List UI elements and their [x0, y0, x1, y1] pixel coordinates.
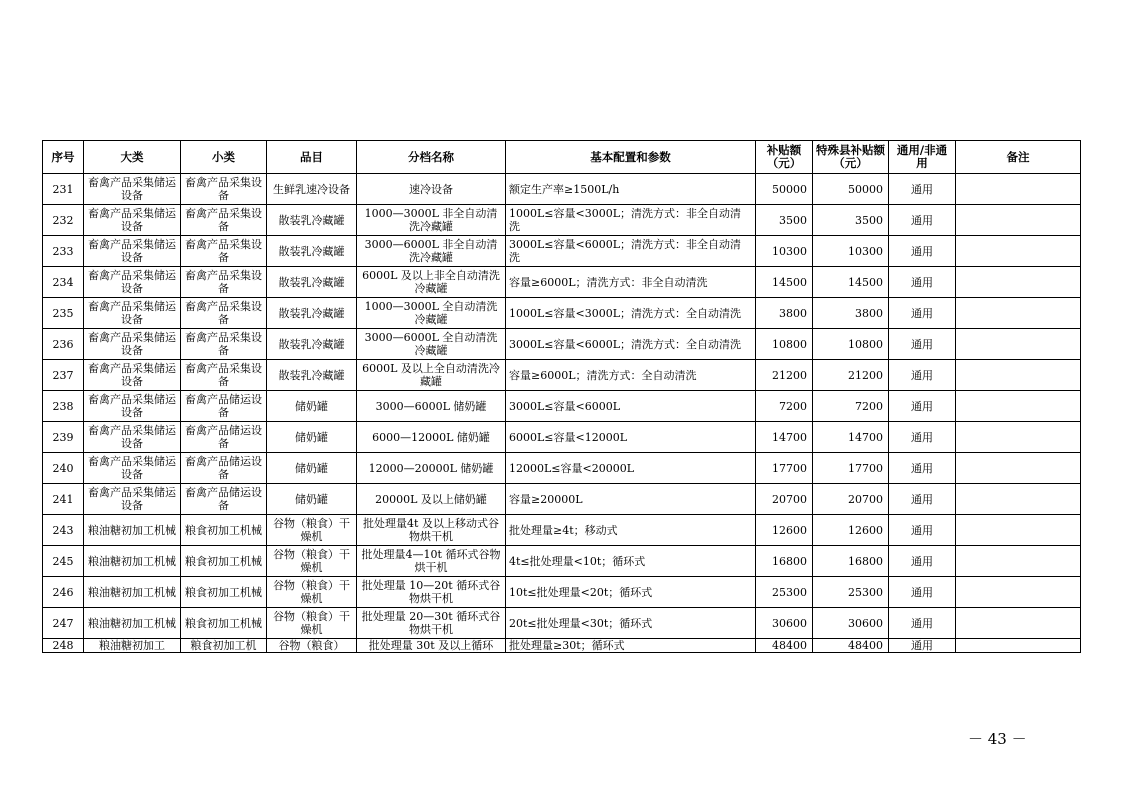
row-index: 240 [43, 453, 84, 484]
row-tier-name: 3000—6000L 全自动清洗冷藏罐 [357, 329, 506, 360]
row-remarks [956, 236, 1081, 267]
row-item: 散装乳冷藏罐 [267, 267, 357, 298]
table-row [43, 577, 1081, 608]
row-index: 241 [43, 484, 84, 515]
row-category: 畜禽产品采集储运设备 [84, 422, 181, 453]
row-subcategory: 粮食初加工机械 [181, 577, 267, 608]
header-subsidy: 补贴额（元） [756, 141, 813, 174]
row-special-subsidy: 30600 [813, 608, 889, 639]
row-category: 畜禽产品采集储运设备 [84, 484, 181, 515]
row-remarks [956, 205, 1081, 236]
row-tier-name: 6000L 及以上全自动清洗冷藏罐 [357, 360, 506, 391]
row-category: 粮油糖初加工机械 [84, 577, 181, 608]
table-row [43, 205, 1081, 236]
table-row [43, 236, 1081, 267]
row-subcategory: 粮食初加工机械 [181, 515, 267, 546]
row-config-params: 10t≤批处理量<20t；循环式 [506, 577, 756, 608]
header-item: 品目 [267, 141, 357, 174]
row-remarks [956, 608, 1081, 639]
row-subcategory: 畜禽产品储运设备 [181, 484, 267, 515]
row-special-subsidy: 48400 [813, 639, 889, 653]
header-general: 通用/非通用 [889, 141, 956, 174]
row-subcategory: 畜禽产品采集设备 [181, 236, 267, 267]
table-row [43, 391, 1081, 422]
row-subsidy: 16800 [756, 546, 813, 577]
row-subsidy: 48400 [756, 639, 813, 653]
row-special-subsidy: 14700 [813, 422, 889, 453]
row-index: 245 [43, 546, 84, 577]
row-subsidy: 17700 [756, 453, 813, 484]
row-special-subsidy: 12600 [813, 515, 889, 546]
row-item: 储奶罐 [267, 391, 357, 422]
row-general: 通用 [889, 360, 956, 391]
row-index: 246 [43, 577, 84, 608]
row-general: 通用 [889, 391, 956, 422]
row-remarks [956, 577, 1081, 608]
row-subsidy: 3500 [756, 205, 813, 236]
row-category: 畜禽产品采集储运设备 [84, 205, 181, 236]
row-subcategory: 畜禽产品采集设备 [181, 360, 267, 391]
row-special-subsidy: 7200 [813, 391, 889, 422]
row-config-params: 1000L≤容量<3000L；清洗方式：非全自动清洗 [506, 205, 756, 236]
row-remarks [956, 546, 1081, 577]
row-index: 232 [43, 205, 84, 236]
row-subsidy: 10800 [756, 329, 813, 360]
row-general: 通用 [889, 236, 956, 267]
row-special-subsidy: 20700 [813, 484, 889, 515]
row-item: 谷物（粮食）干燥机 [267, 546, 357, 577]
row-index: 247 [43, 608, 84, 639]
row-index: 233 [43, 236, 84, 267]
row-item: 散装乳冷藏罐 [267, 205, 357, 236]
row-remarks [956, 298, 1081, 329]
row-subcategory: 畜禽产品采集设备 [181, 329, 267, 360]
row-config-params: 3000L≤容量<6000L [506, 391, 756, 422]
row-remarks [956, 422, 1081, 453]
row-index: 238 [43, 391, 84, 422]
row-item: 散装乳冷藏罐 [267, 329, 357, 360]
row-subcategory: 粮食初加工机 [181, 639, 267, 653]
row-config-params: 20t≤批处理量<30t；循环式 [506, 608, 756, 639]
row-remarks [956, 639, 1081, 653]
row-tier-name: 1000—3000L 全自动清洗冷藏罐 [357, 298, 506, 329]
row-index: 243 [43, 515, 84, 546]
row-tier-name: 批处理量 20—30t 循环式谷物烘干机 [357, 608, 506, 639]
table-row [43, 174, 1081, 205]
row-item: 散装乳冷藏罐 [267, 236, 357, 267]
table-row [43, 639, 1081, 653]
row-config-params: 12000L≤容量<20000L [506, 453, 756, 484]
row-category: 畜禽产品采集储运设备 [84, 360, 181, 391]
row-item: 谷物（粮食） [267, 639, 357, 653]
row-tier-name: 速冷设备 [357, 174, 506, 205]
row-config-params: 容量≥6000L；清洗方式：非全自动清洗 [506, 267, 756, 298]
row-item: 谷物（粮食）干燥机 [267, 515, 357, 546]
row-subcategory: 畜禽产品储运设备 [181, 422, 267, 453]
row-tier-name: 批处理量 30t 及以上循环 [357, 639, 506, 653]
row-item: 储奶罐 [267, 422, 357, 453]
table-row [43, 360, 1081, 391]
table-row [43, 546, 1081, 577]
row-config-params: 额定生产率≥1500L/h [506, 174, 756, 205]
row-subcategory: 畜禽产品储运设备 [181, 391, 267, 422]
row-tier-name: 3000—6000L 非全自动清洗冷藏罐 [357, 236, 506, 267]
row-tier-name: 批处理量4t 及以上移动式谷物烘干机 [357, 515, 506, 546]
row-subsidy: 7200 [756, 391, 813, 422]
table-row [43, 329, 1081, 360]
row-subcategory: 畜禽产品采集设备 [181, 298, 267, 329]
row-config-params: 3000L≤容量<6000L；清洗方式：全自动清洗 [506, 329, 756, 360]
row-index: 239 [43, 422, 84, 453]
row-general: 通用 [889, 422, 956, 453]
row-special-subsidy: 25300 [813, 577, 889, 608]
row-special-subsidy: 21200 [813, 360, 889, 391]
row-tier-name: 批处理量 10—20t 循环式谷物烘干机 [357, 577, 506, 608]
row-category: 畜禽产品采集储运设备 [84, 267, 181, 298]
row-tier-name: 6000L 及以上非全自动清洗冷藏罐 [357, 267, 506, 298]
row-config-params: 批处理量≥30t；循环式 [506, 639, 756, 653]
row-tier-name: 3000—6000L 储奶罐 [357, 391, 506, 422]
table-row [43, 484, 1081, 515]
row-remarks [956, 174, 1081, 205]
row-index: 236 [43, 329, 84, 360]
row-config-params: 容量≥20000L [506, 484, 756, 515]
row-general: 通用 [889, 546, 956, 577]
row-category: 粮油糖初加工 [84, 639, 181, 653]
row-special-subsidy: 3500 [813, 205, 889, 236]
row-general: 通用 [889, 267, 956, 298]
row-general: 通用 [889, 484, 956, 515]
row-category: 畜禽产品采集储运设备 [84, 174, 181, 205]
row-config-params: 4t≤批处理量<10t；循环式 [506, 546, 756, 577]
row-remarks [956, 515, 1081, 546]
table-row [43, 298, 1081, 329]
table-row [43, 608, 1081, 639]
row-general: 通用 [889, 639, 956, 653]
row-remarks [956, 391, 1081, 422]
row-general: 通用 [889, 608, 956, 639]
row-subsidy: 50000 [756, 174, 813, 205]
row-tier-name: 1000—3000L 非全自动清洗冷藏罐 [357, 205, 506, 236]
row-index: 234 [43, 267, 84, 298]
row-index: 235 [43, 298, 84, 329]
row-special-subsidy: 16800 [813, 546, 889, 577]
row-category: 畜禽产品采集储运设备 [84, 236, 181, 267]
row-special-subsidy: 3800 [813, 298, 889, 329]
row-general: 通用 [889, 329, 956, 360]
table-row [43, 515, 1081, 546]
row-category: 畜禽产品采集储运设备 [84, 329, 181, 360]
row-category: 粮油糖初加工机械 [84, 546, 181, 577]
row-category: 畜禽产品采集储运设备 [84, 453, 181, 484]
subsidy-table [42, 140, 1081, 653]
row-subsidy: 12600 [756, 515, 813, 546]
table-header-row [43, 141, 1081, 174]
row-subsidy: 30600 [756, 608, 813, 639]
row-subsidy: 3800 [756, 298, 813, 329]
row-subsidy: 10300 [756, 236, 813, 267]
row-remarks [956, 360, 1081, 391]
row-item: 储奶罐 [267, 453, 357, 484]
row-item: 散装乳冷藏罐 [267, 360, 357, 391]
row-subsidy: 14500 [756, 267, 813, 298]
row-general: 通用 [889, 298, 956, 329]
row-index: 248 [43, 639, 84, 653]
row-category: 畜禽产品采集储运设备 [84, 298, 181, 329]
row-subsidy: 14700 [756, 422, 813, 453]
row-tier-name: 6000—12000L 储奶罐 [357, 422, 506, 453]
row-item: 谷物（粮食）干燥机 [267, 577, 357, 608]
row-item: 生鲜乳速冷设备 [267, 174, 357, 205]
row-index: 237 [43, 360, 84, 391]
row-subcategory: 粮食初加工机械 [181, 608, 267, 639]
row-config-params: 容量≥6000L；清洗方式：全自动清洗 [506, 360, 756, 391]
row-special-subsidy: 17700 [813, 453, 889, 484]
table-row [43, 267, 1081, 298]
header-category: 大类 [84, 141, 181, 174]
header-subcategory: 小类 [181, 141, 267, 174]
row-special-subsidy: 50000 [813, 174, 889, 205]
row-remarks [956, 484, 1081, 515]
row-remarks [956, 329, 1081, 360]
row-config-params: 6000L≤容量<12000L [506, 422, 756, 453]
row-special-subsidy: 10800 [813, 329, 889, 360]
row-general: 通用 [889, 577, 956, 608]
row-general: 通用 [889, 515, 956, 546]
row-subsidy: 20700 [756, 484, 813, 515]
header-index: 序号 [43, 141, 84, 174]
row-subcategory: 畜禽产品采集设备 [181, 267, 267, 298]
row-special-subsidy: 14500 [813, 267, 889, 298]
row-remarks [956, 453, 1081, 484]
page-number: － 43 － [968, 730, 1027, 748]
row-remarks [956, 267, 1081, 298]
row-item: 储奶罐 [267, 484, 357, 515]
row-category: 粮油糖初加工机械 [84, 608, 181, 639]
row-general: 通用 [889, 174, 956, 205]
row-tier-name: 20000L 及以上储奶罐 [357, 484, 506, 515]
row-subcategory: 畜禽产品采集设备 [181, 205, 267, 236]
row-config-params: 1000L≤容量<3000L；清洗方式：全自动清洗 [506, 298, 756, 329]
header-remarks: 备注 [956, 141, 1081, 174]
row-subsidy: 21200 [756, 360, 813, 391]
header-special-county-subsidy: 特殊县补贴额（元） [813, 141, 889, 174]
row-config-params: 3000L≤容量<6000L；清洗方式：非全自动清洗 [506, 236, 756, 267]
header-config-params: 基本配置和参数 [506, 141, 756, 174]
row-subcategory: 畜禽产品采集设备 [181, 174, 267, 205]
header-tier-name: 分档名称 [357, 141, 506, 174]
row-tier-name: 批处理量4—10t 循环式谷物烘干机 [357, 546, 506, 577]
row-subcategory: 畜禽产品储运设备 [181, 453, 267, 484]
row-item: 散装乳冷藏罐 [267, 298, 357, 329]
row-item: 谷物（粮食）干燥机 [267, 608, 357, 639]
table-row [43, 453, 1081, 484]
row-subsidy: 25300 [756, 577, 813, 608]
row-general: 通用 [889, 205, 956, 236]
table-row [43, 422, 1081, 453]
row-subcategory: 粮食初加工机械 [181, 546, 267, 577]
row-config-params: 批处理量≥4t；移动式 [506, 515, 756, 546]
row-category: 粮油糖初加工机械 [84, 515, 181, 546]
row-tier-name: 12000—20000L 储奶罐 [357, 453, 506, 484]
row-general: 通用 [889, 453, 956, 484]
row-category: 畜禽产品采集储运设备 [84, 391, 181, 422]
row-index: 231 [43, 174, 84, 205]
row-special-subsidy: 10300 [813, 236, 889, 267]
